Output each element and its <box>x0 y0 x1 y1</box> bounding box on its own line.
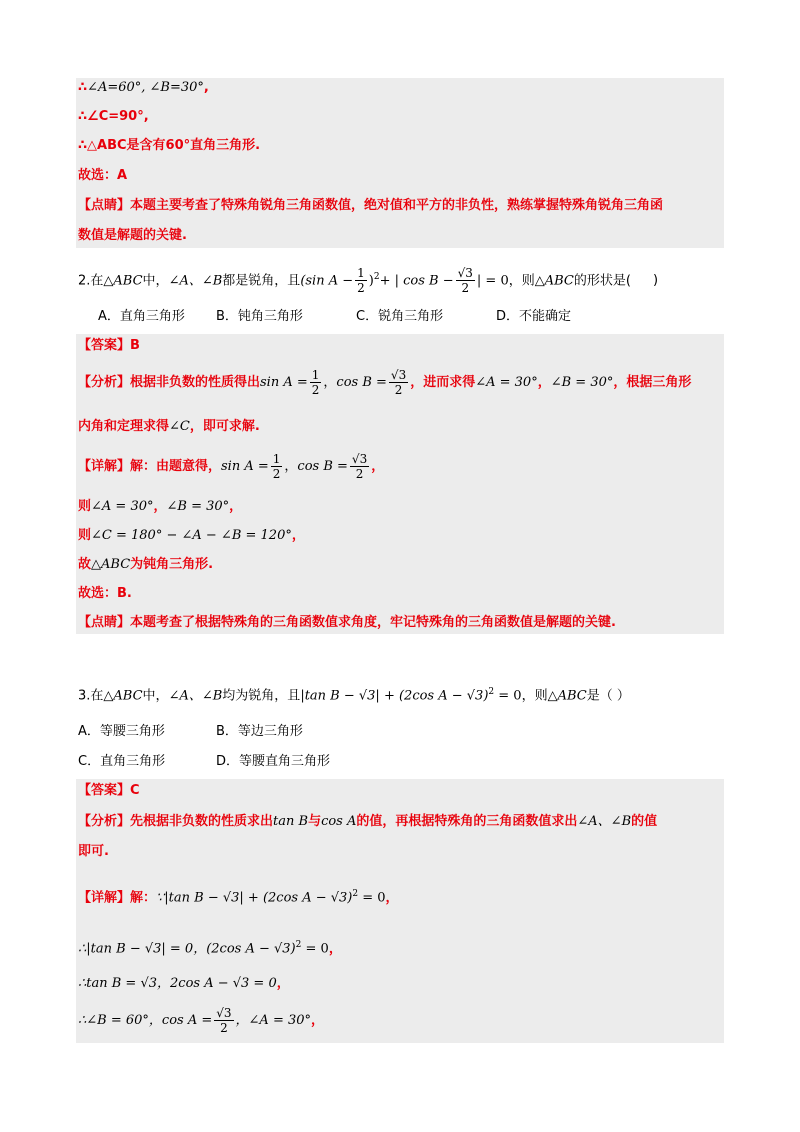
detail-line: ∴∠B = 60°，cos A = $\frac{√3}{2}$ ，∠A = 30°， <box>78 1006 325 1035</box>
comment-line: 【点睛】本题主要考查了特殊角锐角三角函数值，绝对值和平方的非负性，熟练掌握特殊角锐角三角函 <box>78 198 664 213</box>
choice-b: B．钝角三角形 <box>216 309 303 324</box>
analysis-line: 内角和定理求得∠C，即可求解. <box>78 419 260 434</box>
question-2-stem: 2.在△ABC中，∠A、∠B都是锐角，且(sin A − $\frac{1}{2}$ )$^2$+ | cos B − $\frac{√3}{2}$ | = 0，则△ABC的形状是( ) <box>78 266 659 296</box>
detail-line: 【详解】解：由题意得，sin A = $\frac{1}{2}$ ，cos B = $\frac{√3}{2}$ ， <box>78 452 385 481</box>
detail-line: 故△ABC为钝角三角形. <box>78 557 214 572</box>
question-3-stem: 3.在△ABC中，∠A、∠B均为锐角，且|tan B − √3| + (2cos A − √3)$^2$ = 0，则△ABC是（ ） <box>78 687 630 704</box>
choice-d: D．等腰直角三角形 <box>216 754 331 769</box>
comment-line: 数值是解题的关键. <box>78 228 187 243</box>
detail-line: ∴|tan B − √3| = 0，(2cos A − √3)$^2$ = 0， <box>78 940 342 957</box>
analysis-line: 即可. <box>78 844 109 859</box>
detail-line: ∴tan B = √3，2cos A − √3 = 0， <box>78 976 290 991</box>
answer-choice-line: 故选：B. <box>78 586 132 601</box>
analysis-line: 【分析】先根据非负数的性质求出tan B与cos A的值，再根据特殊角的三角函数值求出∠A、∠B的值 <box>78 814 658 829</box>
answer-choice-line: 故选：A <box>78 168 128 183</box>
detail-line: 则∠C = 180° − ∠A − ∠B = 120°， <box>78 528 305 543</box>
solution-line: ∴△ABC是含有60°直角三角形. <box>78 138 261 153</box>
choice-a: A．等腰三角形 <box>78 724 165 739</box>
detail-line: 则∠A = 30°，∠B = 30°， <box>78 499 243 514</box>
choice-b: B．等边三角形 <box>216 724 303 739</box>
answer-line: 【答案】B <box>78 338 140 353</box>
choice-a: A．直角三角形 <box>98 309 185 324</box>
solution-line: ∴∠A=60°, ∠B=30°, <box>78 80 209 95</box>
solution-line: ∴∠C=90°, <box>78 109 149 124</box>
choice-c: C．直角三角形 <box>78 754 166 769</box>
analysis-line: 【分析】根据非负数的性质得出sin A = $\frac{1}{2}$ ，cos B = $\frac{√3}{2}$ ，进而求得∠A = 30°，∠B = 30°，根据三角形 <box>78 368 692 397</box>
comment-line: 【点睛】本题考查了根据特殊角的三角函数值求角度，牢记特殊角的三角函数值是解题的关键. <box>78 615 616 630</box>
answer-line: 【答案】C <box>78 783 140 798</box>
detail-line: 【详解】解：∵|tan B − √3| + (2cos A − √3)$^2$ = 0， <box>78 889 399 906</box>
solution-box-1 <box>76 78 724 248</box>
choice-c: C．锐角三角形 <box>356 309 444 324</box>
choice-d: D．不能确定 <box>496 309 572 324</box>
